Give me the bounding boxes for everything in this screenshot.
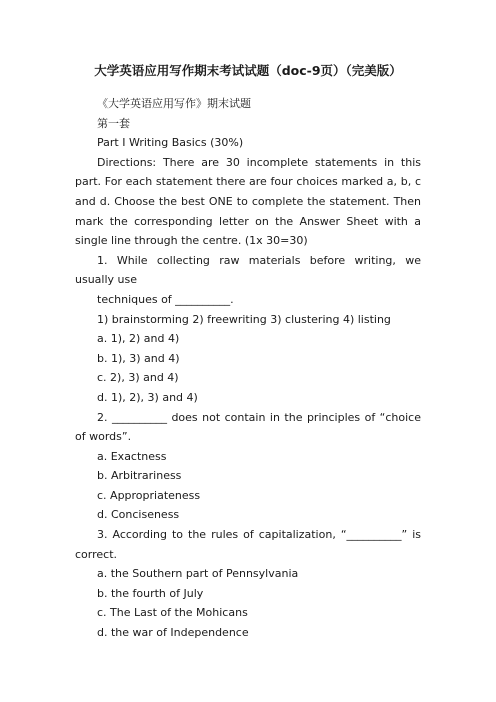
question-2-option-a: a. Exactness <box>97 449 167 463</box>
question-3-option-d: d. the war of Independence <box>97 626 249 640</box>
question-1-technique-list: 1) brainstorming 2) freewriting 3) clustering 4) listing <box>97 312 391 326</box>
question-3-option-b: b. the fourth of July <box>97 586 204 600</box>
question-1-stem-continued: techniques of __________. <box>97 292 234 306</box>
question-2-option-c: c. Appropriateness <box>97 488 201 502</box>
question-3-stem: 3. According to the rules of capitalization, “__________” is correct. <box>75 528 421 561</box>
question-2-stem: 2. __________ does not contain in the principles of “choice of words”. <box>75 410 421 444</box>
question-3-option-a: a. the Southern part of Pennsylvania <box>97 567 299 581</box>
question-2-option-b: b. Arbitrariness <box>97 469 182 483</box>
part-heading: Part I Writing Basics (30%) <box>97 136 244 150</box>
document-title: 大学英语应用写作期末考试试题（doc-9页）（完美版） <box>94 63 402 78</box>
set-label: 第一套 <box>97 116 130 130</box>
question-2-option-d: d. Conciseness <box>97 508 180 522</box>
question-1-option-b: b. 1), 3) and 4) <box>97 351 180 365</box>
question-1-option-c: c. 2), 3) and 4) <box>97 371 179 385</box>
directions-paragraph: Directions: There are 30 incomplete statements in this part. For each statement there are four choices marked a, b, c and d. Choose the best ONE to complete the statement. Then mark the corresponding letter on the Answer Sheet with a single line through the centre. (1x 30=30) <box>75 155 421 248</box>
question-1-stem: 1. While collecting raw materials before writing, we usually use <box>75 253 421 287</box>
question-1-option-a: a. 1), 2) and 4) <box>97 332 180 346</box>
exam-subtitle: 《大学英语应用写作》期末试题 <box>97 97 251 110</box>
question-3-option-c: c. The Last of the Mohicans <box>97 606 248 620</box>
question-1-option-d: d. 1), 2), 3) and 4) <box>97 390 198 404</box>
